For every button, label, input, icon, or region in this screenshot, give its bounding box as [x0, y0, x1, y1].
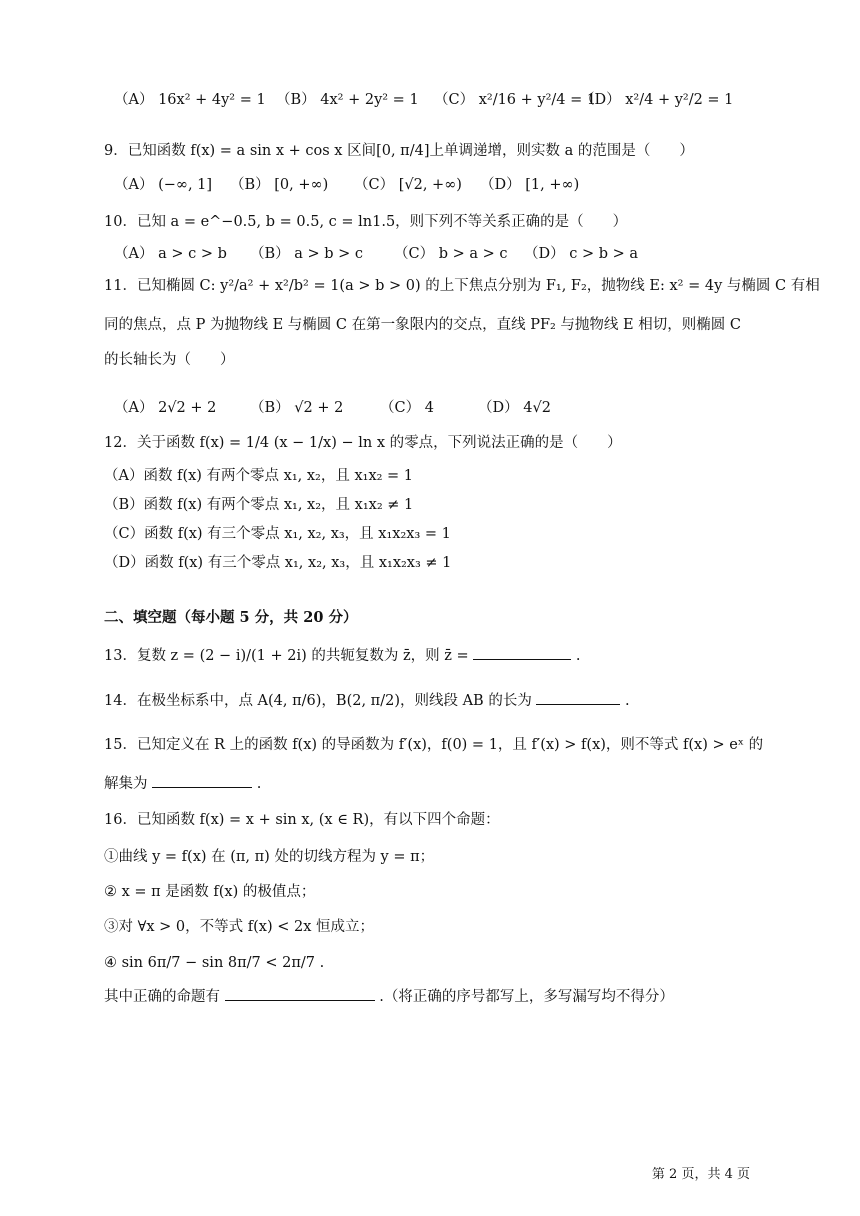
- q16-item-2: ② x = π 是函数 f(x) 的极值点；: [104, 884, 316, 900]
- q10-option-a: （A） a > c > b: [114, 246, 227, 262]
- q12-option-a: （A）函数 f(x) 有两个零点 x₁, x₂，且 x₁x₂ = 1: [104, 468, 414, 484]
- q11-stem-line1: 11．已知椭圆 C: y²/a² + x²/b² = 1(a > b > 0) 的上下焦点分别为 F₁, F₂，抛物线 E: x² = 4y 与椭圆 C 有相: [104, 278, 820, 294]
- q13-stem-text: 13．复数 z = (2 − i)/(1 + 2i) 的共轭复数为 z̄，则 z̄ =: [104, 648, 469, 664]
- q11-stem-line2: 同的焦点，点 P 为抛物线 E 与椭圆 C 在第一象限内的交点，直线 PF₂ 与抛物线 E 相切，则椭圆 C: [104, 317, 741, 333]
- q16-conclusion: [104, 986, 674, 1007]
- q8-option-d: （D） x²/4 + y²/2 = 1: [580, 92, 734, 108]
- q10-option-d: （D） c > b > a: [524, 246, 639, 262]
- q12-option-c: （C）函数 f(x) 有三个零点 x₁, x₂, x₃，且 x₁x₂x₃ = 1: [104, 526, 451, 542]
- q9-option-d: （D） [1, +∞): [480, 177, 580, 193]
- q13-answer-blank[interactable]: [473, 645, 571, 660]
- q15-stem-line2: [104, 773, 261, 794]
- q10-option-c: （C） b > a > c: [394, 246, 508, 262]
- q8-option-b: （B） 4x² + 2y² = 1: [276, 92, 419, 108]
- q8-option-c: （C） x²/16 + y²/4 = 1: [434, 92, 597, 108]
- q9-option-c: （C） [√2, +∞): [354, 177, 462, 193]
- q13-stem: [104, 645, 580, 666]
- q14-answer-blank[interactable]: [536, 690, 620, 705]
- q16-conclusion-text: 其中正确的命题有: [104, 989, 220, 1005]
- page-number-footer: 第 2 页，共 4 页: [651, 1167, 750, 1182]
- q9-stem: 9．已知函数 f(x) = a sin x + cos x 区间[0, π/4]上单调递增，则实数 a 的范围是（ ）: [104, 143, 694, 159]
- q16-item-4: ④ sin 6π/7 − sin 8π/7 < 2π/7 .: [104, 955, 325, 971]
- q12-option-b: （B）函数 f(x) 有两个零点 x₁, x₂，且 x₁x₂ ≠ 1: [104, 497, 414, 513]
- q15-stem-line1: 15．已知定义在 R 上的函数 f(x) 的导函数为 f′(x)，f(0) = 1，且 f′(x) > f(x)，则不等式 f(x) > eˣ 的: [104, 737, 764, 753]
- q10-option-b: （B） a > b > c: [250, 246, 364, 262]
- q10-stem: 10．已知 a = e^−0.5, b = 0.5, c = ln1.5，则下列不等关系正确的是（ ）: [104, 214, 628, 230]
- q14-stem: [104, 690, 630, 711]
- q16-answer-blank[interactable]: [225, 986, 375, 1001]
- q14-stem-text: 14．在极坐标系中，点 A(4, π/6)，B(2, π/2)，则线段 AB 的长为: [104, 693, 532, 709]
- q15-stem-end: .: [256, 776, 262, 792]
- q9-option-b: （B） [0, +∞): [230, 177, 329, 193]
- q11-option-d: （D） 4√2: [478, 400, 551, 416]
- q8-option-a: （A） 16x² + 4y² = 1: [114, 92, 266, 108]
- q15-answer-blank[interactable]: [152, 773, 252, 788]
- q16-item-1: ①曲线 y = f(x) 在 (π, π) 处的切线方程为 y = π；: [104, 849, 435, 865]
- section-title-fill-in: 二、填空题（每小题 5 分，共 20 分）: [104, 609, 358, 626]
- q16-conclusion-end: .（将正确的序号都写上，多写漏写均不得分）: [379, 989, 674, 1005]
- q13-stem-end: .: [575, 648, 581, 664]
- q9-option-a: （A） (−∞, 1]: [114, 177, 213, 193]
- q12-stem: 12．关于函数 f(x) = 1/4 (x − 1/x) − ln x 的零点，下列说法正确的是（ ）: [104, 435, 622, 451]
- q11-stem-line3: 的长轴长为（ ）: [104, 352, 235, 368]
- q16-item-3: ③对 ∀x > 0，不等式 f(x) < 2x 恒成立；: [104, 919, 374, 935]
- q11-option-c: （C） 4: [380, 400, 434, 416]
- q15-stem-text: 解集为: [104, 776, 148, 792]
- q11-option-b: （B） √2 + 2: [250, 400, 344, 416]
- q16-stem: 16．已知函数 f(x) = x + sin x, (x ∈ R)，有以下四个命题：: [104, 812, 500, 828]
- q11-option-a: （A） 2√2 + 2: [114, 400, 217, 416]
- q14-stem-end: .: [625, 693, 630, 709]
- q12-option-d: （D）函数 f(x) 有三个零点 x₁, x₂, x₃，且 x₁x₂x₃ ≠ 1: [104, 555, 452, 571]
